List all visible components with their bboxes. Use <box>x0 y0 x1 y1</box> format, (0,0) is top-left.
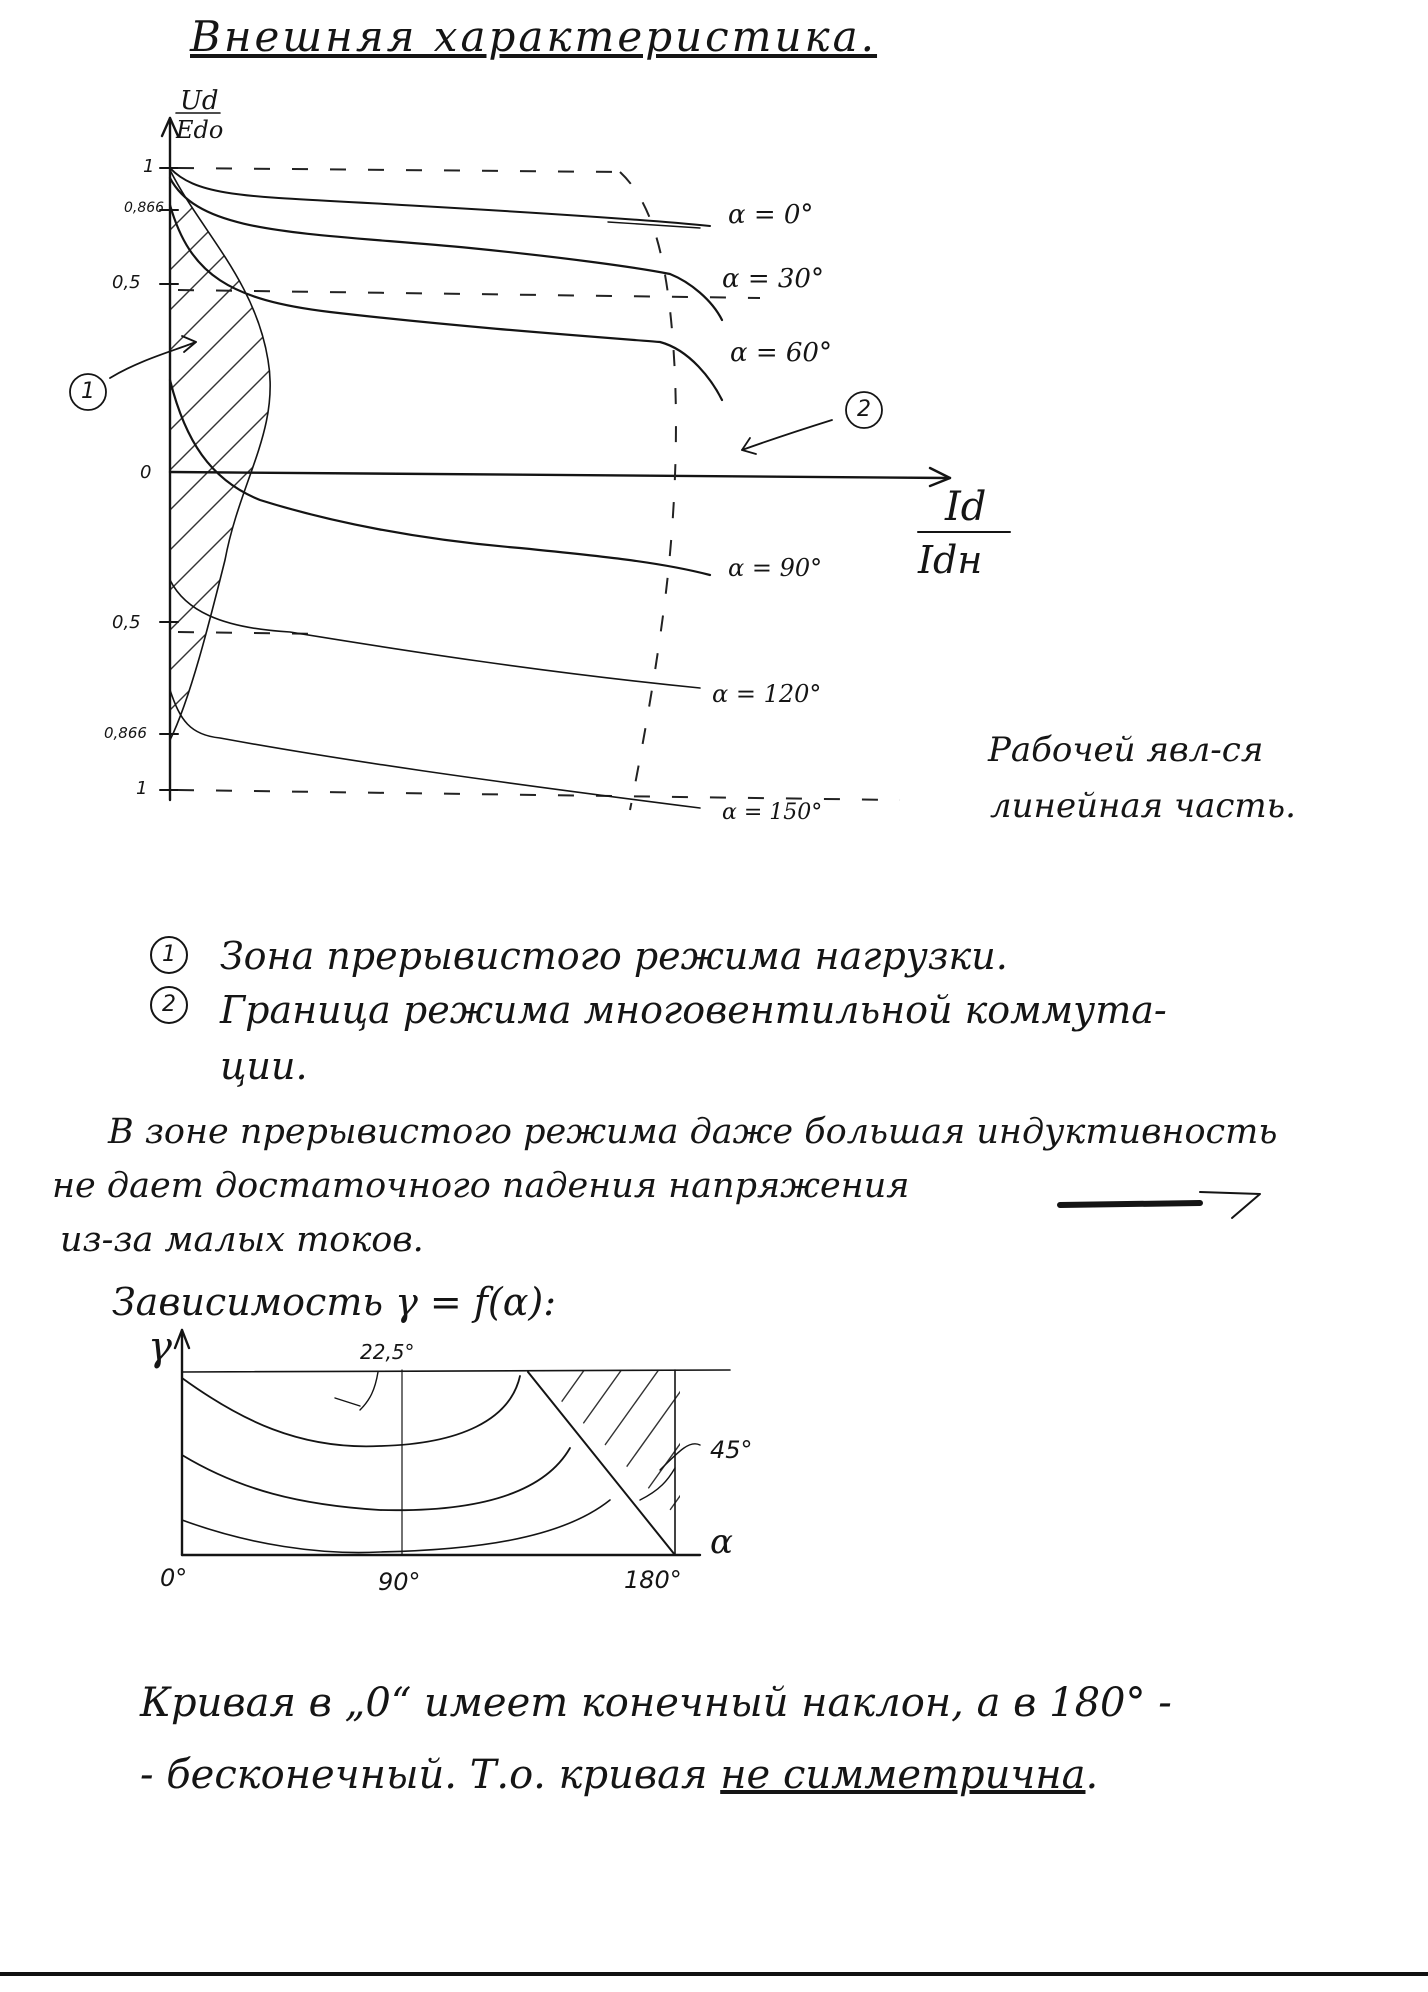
y-tick-05-top: 0,5 <box>112 272 141 293</box>
y-axis-label-bottom: Edo <box>176 116 224 144</box>
curve-label-alpha-30: α = 30° <box>722 264 824 294</box>
gamma-x-label: α <box>710 1522 733 1562</box>
y-axis-label-top: Ud <box>180 86 219 116</box>
gamma-x-tick-180: 180° <box>624 1566 682 1594</box>
legend-text-2: Граница режима многовентильной коммута- <box>220 988 1167 1032</box>
marker-1-label: 1 <box>81 379 95 404</box>
conclusion-line-2-prefix: - бесконечный. Т.о. кривая <box>140 1752 708 1798</box>
gamma-x-tick-0: 0° <box>160 1564 188 1592</box>
paragraph-line-1: В зоне прерывистого режима даже большая индуктивность <box>108 1112 1278 1152</box>
curve-label-alpha-150: α = 150° <box>722 800 823 825</box>
marker-2-label: 2 <box>857 397 871 422</box>
paragraph-line-3: из-за малых токов. <box>60 1220 424 1260</box>
y-tick-05-bottom: 0,5 <box>112 612 141 633</box>
conclusion-underlined: не симметрична <box>720 1752 1086 1798</box>
curve-label-alpha-0: α = 0° <box>728 200 814 230</box>
conclusion-line-2-suffix: . <box>1085 1752 1099 1798</box>
legend-num-2: 2 <box>162 992 176 1017</box>
gamma-x-tick-90: 90° <box>378 1568 421 1596</box>
conclusion-line-1: Кривая в „0“ имеет конечный наклон, а в 180° - <box>140 1680 1172 1726</box>
gamma-y-label: γ <box>148 1324 172 1370</box>
graph2-heading: Зависимость γ = f(α): <box>112 1280 557 1324</box>
angle-label-45: 45° <box>710 1436 753 1464</box>
y-tick-0866-bottom: 0,866 <box>104 724 147 742</box>
page-title: Внешняя характеристика. <box>190 12 878 61</box>
paragraph-line-2: не дает достаточного падения напряжения <box>52 1166 910 1206</box>
legend-num-1: 1 <box>162 942 176 967</box>
legend-text-2-cont: ции. <box>220 1044 308 1088</box>
y-tick-1-bottom: 1 <box>136 778 148 799</box>
curve-label-alpha-120: α = 120° <box>712 680 822 708</box>
angle-label-22-5: 22,5° <box>360 1340 415 1364</box>
y-tick-1-top: 1 <box>143 156 155 177</box>
side-note-line-2: линейная часть. <box>990 786 1296 826</box>
x-axis-label-top: Id <box>945 484 987 530</box>
curve-label-alpha-60: α = 60° <box>730 338 832 368</box>
x-axis-label-bottom: Idн <box>918 538 983 582</box>
y-tick-0866-top: 0,866 <box>124 200 165 216</box>
legend-text-1: Зона прерывистого режима нагрузки. <box>220 934 1008 978</box>
y-tick-0: 0 <box>140 462 152 483</box>
conclusion-line-2 <box>140 1752 1098 1798</box>
curve-label-alpha-90: α = 90° <box>728 554 823 582</box>
bottom-rule <box>0 1972 1428 1976</box>
side-note-line-1: Рабочей явл-ся <box>988 730 1264 770</box>
hatch-zone-2 <box>520 1320 770 1510</box>
